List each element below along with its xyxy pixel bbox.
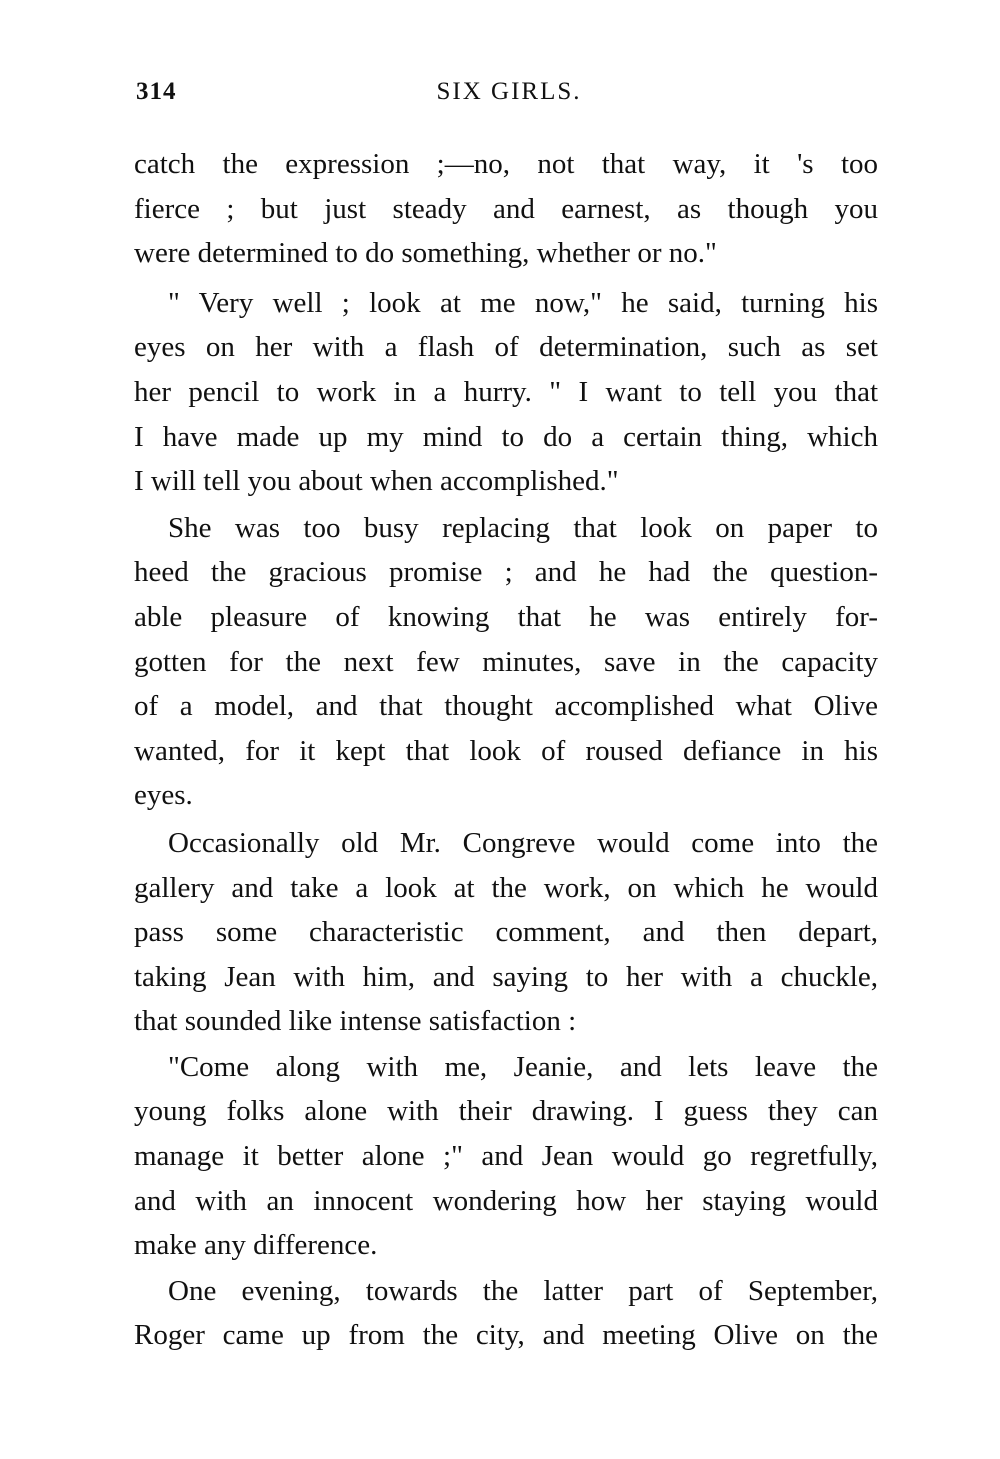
text-line: Roger came up from the city, and meeting Olive on the	[134, 1319, 878, 1352]
text-line: pass some characteristic comment, and then depart,	[134, 916, 878, 949]
text-line: manage it better alone ;" and Jean would go regretfully,	[134, 1140, 878, 1173]
text-line: Occasionally old Mr. Congreve would come into the	[168, 826, 878, 859]
text-line: gotten for the next few minutes, save in the capacity	[134, 645, 878, 678]
paragraph	[134, 1045, 878, 1268]
text-line: make any difference.	[134, 1229, 378, 1262]
text-line: wanted, for it kept that look of roused defiance in his	[134, 734, 878, 767]
page-header	[134, 78, 878, 112]
text-line: gallery and take a look at the work, on which he would	[134, 871, 878, 904]
text-line: able pleasure of knowing that he was entirely for-	[134, 600, 878, 633]
text-line: One evening, towards the latter part of September,	[168, 1274, 878, 1307]
text-line: " Very well ; look at me now," he said, turning his	[168, 286, 878, 319]
running-title: SIX GIRLS.	[436, 78, 582, 105]
text-line: and with an innocent wondering how her staying would	[134, 1184, 878, 1217]
text-line: heed the gracious promise ; and he had the question-	[134, 556, 878, 589]
text-line: taking Jean with him, and saying to her with a chuckle,	[134, 960, 878, 993]
text-line: eyes.	[134, 779, 193, 812]
text-line: I have made up my mind to do a certain thing, which	[134, 420, 878, 453]
text-line: She was too busy replacing that look on paper to	[168, 511, 878, 544]
text-line: I will tell you about when accomplished."	[134, 465, 619, 498]
page-number: 314	[136, 78, 177, 105]
paragraph	[134, 142, 878, 276]
body-text	[134, 142, 878, 1364]
text-line: that sounded like intense satisfaction :	[134, 1005, 577, 1038]
text-line: catch the expression ;—no, not that way, it 's too	[134, 148, 878, 180]
paragraph	[134, 281, 878, 504]
text-line: young folks alone with their drawing. I guess they can	[134, 1095, 878, 1128]
text-line: "Come along with me, Jeanie, and lets leave the	[168, 1050, 878, 1083]
text-line: were determined to do something, whether or no."	[134, 237, 717, 270]
text-line: eyes on her with a flash of determination, such as set	[134, 331, 878, 364]
text-line: her pencil to work in a hurry. " I want to tell you that	[134, 375, 878, 408]
paragraph	[134, 506, 878, 818]
text-line: fierce ; but just steady and earnest, as though you	[134, 192, 878, 225]
paragraph	[134, 1269, 878, 1358]
paragraph	[134, 821, 878, 1044]
text-line: of a model, and that thought accomplished what Olive	[134, 690, 878, 723]
